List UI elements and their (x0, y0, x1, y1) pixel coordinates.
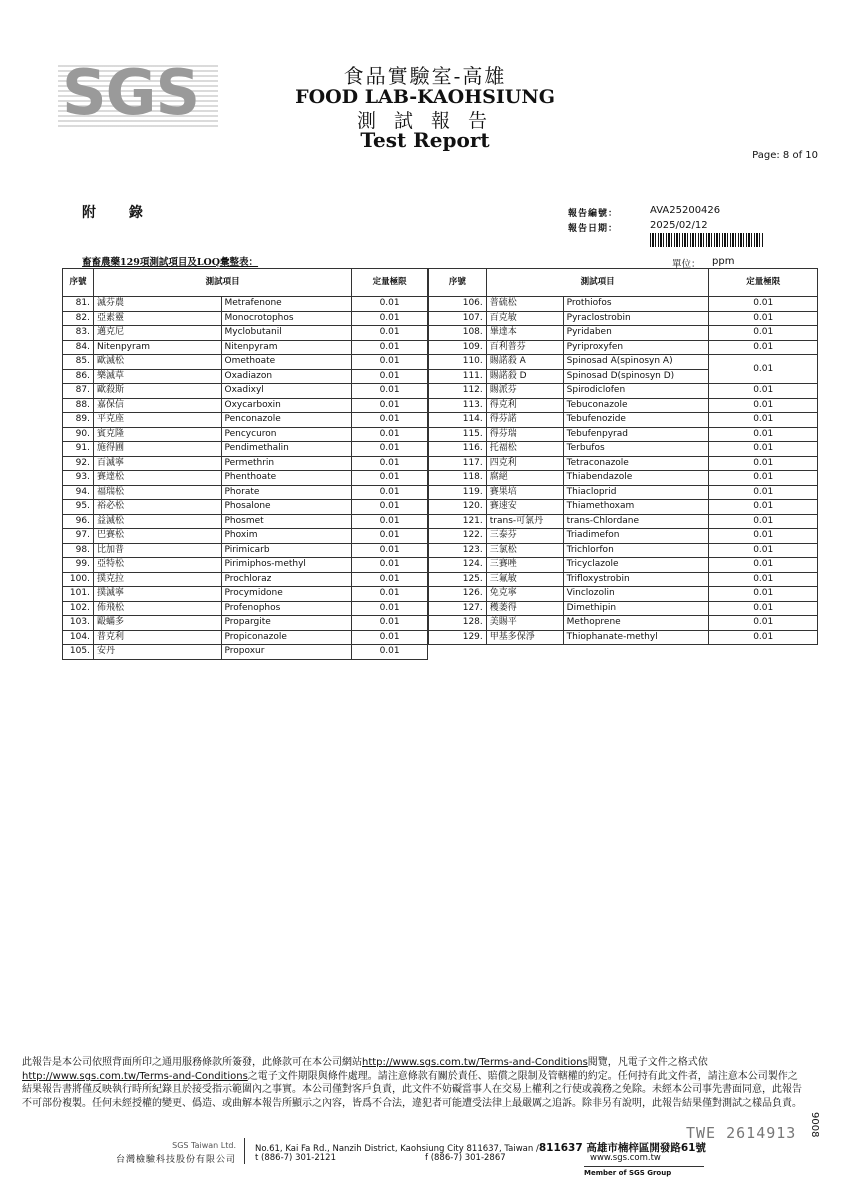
item-name-en: Nitenpyram (221, 340, 352, 355)
row-number: 107. (429, 311, 487, 326)
loq-value: 0.01 (352, 616, 428, 631)
row-number: 115. (429, 427, 487, 442)
loq-value: 0.01 (352, 514, 428, 529)
col-no: 序號 (429, 269, 487, 297)
loq-value: 0.01 (352, 355, 428, 370)
loq-value: 0.01 (352, 384, 428, 399)
row-number: 121. (429, 514, 487, 529)
loq-value: 0.01 (352, 543, 428, 558)
item-name-zh: 福瑞松 (93, 485, 221, 500)
table-row (63, 427, 428, 442)
table-row (63, 543, 428, 558)
item-name-zh: 三賽唑 (486, 558, 563, 573)
table-row (63, 340, 428, 355)
loq-value: 0.01 (709, 587, 818, 602)
row-number: 103. (63, 616, 94, 631)
table-row (429, 485, 818, 500)
table-row (429, 630, 818, 645)
item-name-en: Tebufenozide (563, 413, 709, 428)
item-name-zh: 滅芬農 (93, 297, 221, 312)
item-name-en: Permethrin (221, 456, 352, 471)
row-number: 116. (429, 442, 487, 457)
row-number: 117. (429, 456, 487, 471)
loq-value: 0.01 (709, 456, 818, 471)
item-name-en: Oxycarboxin (221, 398, 352, 413)
item-name-zh: 嘉保信 (93, 398, 221, 413)
item-name-en: Profenophos (221, 601, 352, 616)
telephone: t (886-7) 301-2121 (255, 1153, 336, 1163)
item-name-en: Trichlorfon (563, 543, 709, 558)
table-row (63, 297, 428, 312)
results-table-left (62, 268, 428, 660)
item-name-zh: 平克座 (93, 413, 221, 428)
item-name-zh: 得克利 (486, 398, 563, 413)
row-number: 108. (429, 326, 487, 341)
item-name-zh: 百克敏 (486, 311, 563, 326)
row-number: 94. (63, 485, 94, 500)
report-en: Test Report (360, 128, 490, 152)
loq-value: 0.01 (709, 485, 818, 500)
table-row (63, 630, 428, 645)
item-name-en: Dimethipin (563, 601, 709, 616)
row-number: 119. (429, 485, 487, 500)
loq-value: 0.01 (709, 326, 818, 341)
table-row (63, 355, 428, 370)
row-number: 109. (429, 340, 487, 355)
item-name-en: Propargite (221, 616, 352, 631)
loq-value: 0.01 (352, 340, 428, 355)
row-number: 89. (63, 413, 94, 428)
item-name-en: Thiamethoxam (563, 500, 709, 515)
table-header (63, 269, 428, 297)
item-name-en: Prothiofos (563, 297, 709, 312)
loq-value: 0.01 (352, 398, 428, 413)
item-name-zh: 亞素靈 (93, 311, 221, 326)
item-name-zh: 撲克拉 (93, 572, 221, 587)
loq-value: 0.01 (709, 616, 818, 631)
row-number: 87. (63, 384, 94, 399)
table-row (429, 427, 818, 442)
loq-value: 0.01 (709, 558, 818, 573)
item-name-zh: 畢達本 (486, 326, 563, 341)
item-name-zh: 百滅寧 (93, 456, 221, 471)
item-name-en: Triadimefon (563, 529, 709, 544)
row-number: 118. (429, 471, 487, 486)
row-number: 97. (63, 529, 94, 544)
row-number: 128. (429, 616, 487, 631)
row-number: 113. (429, 398, 487, 413)
row-number: 85. (63, 355, 94, 370)
item-name-en: Oxadiazon (221, 369, 352, 384)
item-name-en: Prochloraz (221, 572, 352, 587)
item-name-en: Phosmet (221, 514, 352, 529)
row-number: 95. (63, 500, 94, 515)
loq-value: 0.01 (709, 514, 818, 529)
table-row (63, 558, 428, 573)
loq-value: 0.01 (709, 543, 818, 558)
member-of-sgs: Member of SGS Group (584, 1166, 704, 1177)
row-number: 93. (63, 471, 94, 486)
table-row (63, 587, 428, 602)
table-row (63, 398, 428, 413)
loq-value: 0.01 (709, 630, 818, 645)
table-row (63, 442, 428, 457)
row-number: 84. (63, 340, 94, 355)
table-row (63, 645, 428, 660)
loq-value: 0.01 (709, 529, 818, 544)
results-table-right (428, 268, 818, 645)
row-number: 82. (63, 311, 94, 326)
row-number: 83. (63, 326, 94, 341)
row-number: 91. (63, 442, 94, 457)
item-name-en: Thiophanate-methyl (563, 630, 709, 645)
item-name-en: Tebufenpyrad (563, 427, 709, 442)
serial-number: TWE 2614913 (686, 1124, 797, 1142)
company-en: SGS Taiwan Ltd. (172, 1141, 236, 1150)
item-name-en: Pyriproxyfen (563, 340, 709, 355)
item-name-en: Thiabendazole (563, 471, 709, 486)
table-row (63, 529, 428, 544)
disclaimer-part2: 閱覽，凡電子文件之格式依 (587, 1057, 708, 1068)
item-name-zh: 三氯松 (486, 543, 563, 558)
terms-link-2[interactable]: http://www.sgs.com.tw/Terms-and-Conditions (22, 1070, 248, 1082)
table-row (63, 311, 428, 326)
table-row (63, 471, 428, 486)
item-name-zh: 得芬諾 (486, 413, 563, 428)
table-row (429, 529, 818, 544)
disclaimer (22, 1056, 802, 1110)
item-name-en: Omethoate (221, 355, 352, 370)
loq-value: 0.01 (709, 340, 818, 355)
loq-value: 0.01 (709, 601, 818, 616)
loq-value: 0.01 (352, 442, 428, 457)
table-row (429, 384, 818, 399)
row-number: 112. (429, 384, 487, 399)
address-zh: 811637 高雄市楠梓區開發路61號 (538, 1142, 706, 1154)
item-name-zh: 賽速安 (486, 500, 563, 515)
report-date: 2025/02/12 (650, 220, 708, 231)
loq-value: 0.01 (352, 485, 428, 500)
item-name-en: Phosalone (221, 500, 352, 515)
table-row (63, 572, 428, 587)
table-header (429, 269, 818, 297)
item-name-zh: 腐絕 (486, 471, 563, 486)
loq-value: 0.01 (709, 297, 818, 312)
table-row (429, 398, 818, 413)
loq-value: 0.01 (352, 558, 428, 573)
item-name-en: Monocrotophos (221, 311, 352, 326)
item-name-zh: 賓克隆 (93, 427, 221, 442)
row-number: 106. (429, 297, 487, 312)
table-row (63, 384, 428, 399)
col-loq: 定量極限 (709, 269, 818, 297)
loq-value: 0.01 (709, 413, 818, 428)
row-number: 102. (63, 601, 94, 616)
item-name-en: Pyridaben (563, 326, 709, 341)
item-name-en: Phoxim (221, 529, 352, 544)
loq-value: 0.01 (352, 311, 428, 326)
loq-value: 0.01 (352, 645, 428, 660)
row-number: 98. (63, 543, 94, 558)
item-name-zh: 比加普 (93, 543, 221, 558)
loq-value: 0.01 (352, 630, 428, 645)
row-number: 122. (429, 529, 487, 544)
item-name-zh: 百利普芬 (486, 340, 563, 355)
row-number: 101. (63, 587, 94, 602)
loq-value: 0.01 (352, 326, 428, 341)
disclaimer-part3: 之電子文件期限與條件處理。請注意條款有關於責任、賠償之限制及管轄權的約定。任何持有此文件者，請注意本公司製作之結果報告書將僅反映執行時所紀錄且於接受指示範圍內之事實。本公司僅對客戶負責，此文件不妨礙當事人在交易上權利之行使或義務之免除。未經本公司事先書面同意，此報告不可部份複製。任何未經授權的變更、僞造、或曲解本報告所顯示之內容，皆爲不合法，違犯者可能遭受法律上最嚴厲之追訴。除非另有說明，此報告結果僅對測試之樣品負責。 (22, 1070, 802, 1109)
item-name-zh: 益滅松 (93, 514, 221, 529)
table-row (63, 326, 428, 341)
item-name-zh: 美賜平 (486, 616, 563, 631)
row-number: 105. (63, 645, 94, 660)
loq-value: 0.01 (352, 587, 428, 602)
item-name-en: Thiacloprid (563, 485, 709, 500)
table-row (429, 572, 818, 587)
item-name-en: Pirimicarb (221, 543, 352, 558)
item-name-en: Vinclozolin (563, 587, 709, 602)
item-name-en: Oxadixyl (221, 384, 352, 399)
row-number: 129. (429, 630, 487, 645)
item-name-zh: 賽果培 (486, 485, 563, 500)
item-name-zh: 歐滅松 (93, 355, 221, 370)
appendix-title: 附 錄 (82, 205, 157, 221)
row-number: 90. (63, 427, 94, 442)
page-number: Page: 8 of 10 (752, 150, 818, 161)
report-date-label: 報告日期： (568, 224, 619, 234)
table-row (63, 485, 428, 500)
item-name-zh: Nitenpyram (93, 340, 221, 355)
loq-value: 0.01 (352, 427, 428, 442)
loq-value: 0.01 (352, 413, 428, 428)
item-name-en: Metrafenone (221, 297, 352, 312)
item-name-en: Phorate (221, 485, 352, 500)
table-row (429, 413, 818, 428)
col-loq: 定量極限 (352, 269, 428, 297)
table-row (429, 355, 818, 370)
item-name-en: Penconazole (221, 413, 352, 428)
loq-value: 0.01 (709, 572, 818, 587)
table-row (63, 369, 428, 384)
item-name-zh: 安丹 (93, 645, 221, 660)
address-en: No.61, Kai Fa Rd., Nanzih District, Kaohsiung City 811637, Taiwan / (255, 1144, 539, 1154)
item-name-en: Spinosad A(spinosyn A) (563, 355, 709, 370)
item-name-zh: 毆蟎多 (93, 616, 221, 631)
table-row (63, 616, 428, 631)
loq-value: 0.01 (352, 369, 428, 384)
item-name-zh: 賜諾殺 A (486, 355, 563, 370)
website[interactable]: www.sgs.com.tw (590, 1153, 661, 1163)
unit-label: 單位： (672, 259, 701, 270)
table-row (63, 456, 428, 471)
footer-divider (244, 1138, 245, 1164)
item-name-en: Methoprene (563, 616, 709, 631)
item-name-en: Spirodiclofen (563, 384, 709, 399)
row-number: 114. (429, 413, 487, 428)
row-number: 126. (429, 587, 487, 602)
row-number: 100. (63, 572, 94, 587)
table-row (429, 514, 818, 529)
table-row (63, 601, 428, 616)
item-name-zh: 佈飛松 (93, 601, 221, 616)
table-row (429, 340, 818, 355)
loq-value: 0.01 (352, 601, 428, 616)
item-name-zh: 賜諾殺 D (486, 369, 563, 384)
row-number: 120. (429, 500, 487, 515)
item-name-en: Trifloxystrobin (563, 572, 709, 587)
row-number: 127. (429, 601, 487, 616)
loq-value: 0.01 (352, 572, 428, 587)
report-number-label: 報告編號： (568, 209, 619, 219)
table-row (63, 413, 428, 428)
item-name-zh: 托福松 (486, 442, 563, 457)
item-name-zh: 三泰芬 (486, 529, 563, 544)
loq-value: 0.01 (352, 529, 428, 544)
fax: f (886-7) 301-2867 (425, 1153, 506, 1163)
loq-value: 0.01 (709, 384, 818, 399)
item-name-zh: 撲滅寧 (93, 587, 221, 602)
item-name-zh: 得芬瑞 (486, 427, 563, 442)
report-number: AVA25200426 (650, 205, 721, 216)
row-number: 123. (429, 543, 487, 558)
row-number: 86. (63, 369, 94, 384)
item-name-en: Pyraclostrobin (563, 311, 709, 326)
loq-value: 0.01 (709, 442, 818, 457)
item-name-zh: 三氟敏 (486, 572, 563, 587)
row-number: 99. (63, 558, 94, 573)
item-name-zh: 普硫松 (486, 297, 563, 312)
loq-value: 0.01 (352, 500, 428, 515)
item-name-en: Tricyclazole (563, 558, 709, 573)
report-zh: 測 試 報 告 (356, 110, 494, 132)
item-name-zh: 裕必松 (93, 500, 221, 515)
row-number: 92. (63, 456, 94, 471)
item-name-zh: 四克利 (486, 456, 563, 471)
unit-value: ppm (712, 256, 735, 267)
title-zh: 食品實驗室-高雄 (343, 64, 507, 88)
table-row (429, 442, 818, 457)
side-code: 9008 (809, 1112, 820, 1138)
sgs-logo (62, 58, 212, 128)
row-number: 104. (63, 630, 94, 645)
row-number: 124. (429, 558, 487, 573)
table-row (429, 500, 818, 515)
item-name-zh: 免克寧 (486, 587, 563, 602)
row-number: 110. (429, 355, 487, 370)
table-row (429, 326, 818, 341)
row-number: 88. (63, 398, 94, 413)
table-row (429, 471, 818, 486)
item-name-zh: 施得圃 (93, 442, 221, 457)
item-name-en: Propiconazole (221, 630, 352, 645)
title-en: FOOD LAB-KAOHSIUNG (295, 86, 555, 108)
table-row (429, 297, 818, 312)
item-name-en: Pencycuron (221, 427, 352, 442)
loq-value: 0.01 (709, 427, 818, 442)
table-row (429, 558, 818, 573)
item-name-zh: 亞特松 (93, 558, 221, 573)
row-number: 111. (429, 369, 487, 384)
item-name-zh: 甲基多保淨 (486, 630, 563, 645)
item-name-en: Phenthoate (221, 471, 352, 486)
loq-value: 0.01 (709, 471, 818, 486)
table-row (429, 543, 818, 558)
loq-value: 0.01 (709, 398, 818, 413)
item-name-zh: 邁克尼 (93, 326, 221, 341)
item-name-zh: 普克利 (93, 630, 221, 645)
item-name-en: Tetraconazole (563, 456, 709, 471)
item-name-zh: trans-可氯丹 (486, 514, 563, 529)
item-name-en: Tebuconazole (563, 398, 709, 413)
row-number: 125. (429, 572, 487, 587)
table-row (429, 616, 818, 631)
loq-value: 0.01 (709, 355, 818, 384)
loq-value: 0.01 (352, 297, 428, 312)
item-name-en: Myclobutanil (221, 326, 352, 341)
item-name-zh: 歐殺斯 (93, 384, 221, 399)
row-number: 81. (63, 297, 94, 312)
loq-value: 0.01 (709, 311, 818, 326)
table-row (63, 500, 428, 515)
table-row (429, 587, 818, 602)
item-name-zh: 賽達松 (93, 471, 221, 486)
disclaimer-part1: 此報告是本公司依照背面所印之通用服務條款所簽發，此條款可在本公司網站 (22, 1057, 362, 1068)
table-row (429, 456, 818, 471)
item-name-zh: 樂滅草 (93, 369, 221, 384)
item-name-en: Propoxur (221, 645, 352, 660)
item-name-zh: 賜派芬 (486, 384, 563, 399)
col-no: 序號 (63, 269, 94, 297)
col-item: 測試項目 (93, 269, 351, 297)
col-item: 測試項目 (486, 269, 709, 297)
terms-link-1[interactable]: http://www.sgs.com.tw/Terms-and-Conditions (362, 1057, 588, 1068)
table-row (429, 601, 818, 616)
item-name-en: Pirimiphos-methyl (221, 558, 352, 573)
table-title: 畜畜農藥129項測試項目及LOQ彙整表： (82, 257, 259, 268)
item-name-zh: 巴賽松 (93, 529, 221, 544)
item-name-en: Spinosad D(spinosyn D) (563, 369, 709, 384)
item-name-en: Terbufos (563, 442, 709, 457)
item-name-zh: 穫萎得 (486, 601, 563, 616)
table-row (429, 311, 818, 326)
loq-value: 0.01 (709, 500, 818, 515)
barcode (650, 233, 764, 247)
loq-value: 0.01 (352, 456, 428, 471)
logo-text: SGS (62, 56, 200, 129)
loq-value: 0.01 (352, 471, 428, 486)
item-name-en: trans-Chlordane (563, 514, 709, 529)
table-row (63, 514, 428, 529)
company-zh: 台灣檢驗科技股份有限公司 (115, 1155, 236, 1165)
row-number: 96. (63, 514, 94, 529)
item-name-en: Pendimethalin (221, 442, 352, 457)
item-name-en: Procymidone (221, 587, 352, 602)
